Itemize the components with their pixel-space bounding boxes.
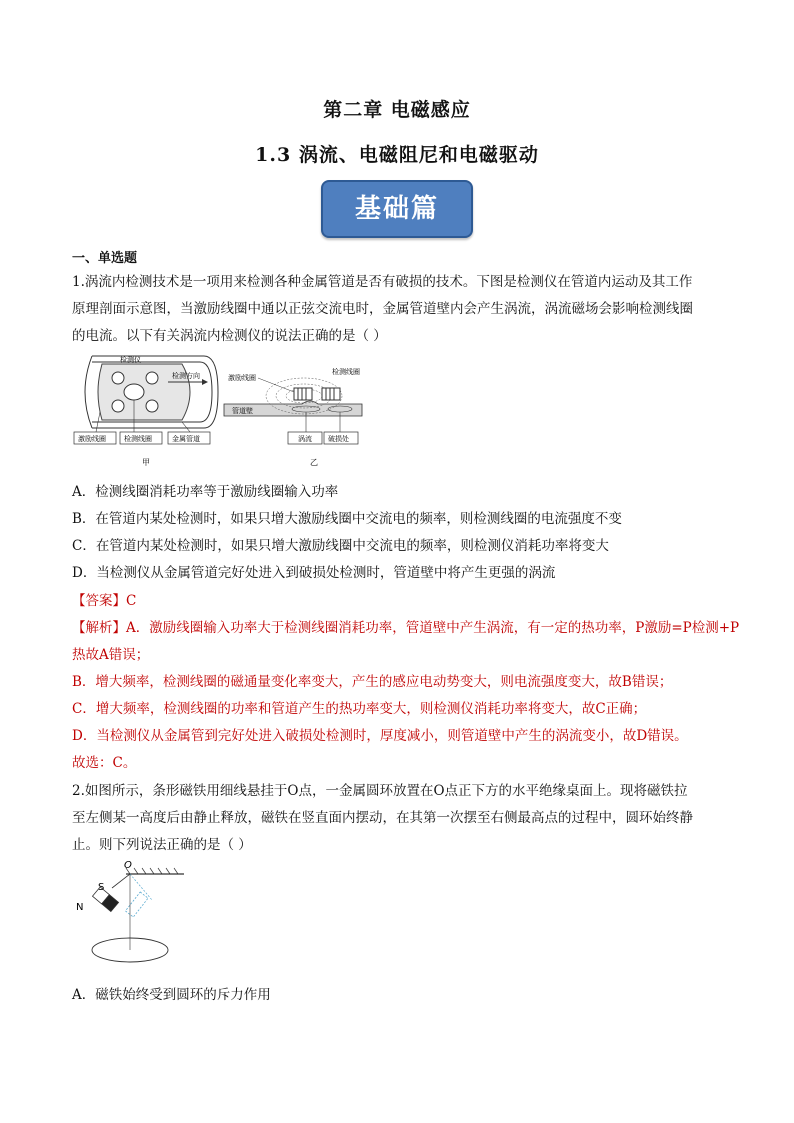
q1-analysis-line-1: 【解析】A．激励线圈输入功率大于检测线圈消耗功率，管道壁中产生涡流，有一定的热功率，P激励=P检测+P	[72, 620, 740, 636]
fig-label-s: S	[98, 882, 105, 893]
q1-answer: 【答案】C	[72, 593, 137, 609]
q1-stem-line-3: 的电流。以下有关涡流内检测仪的说法正确的是（ ）	[72, 328, 387, 344]
fig-label-jiancefangxiang: 检测方向	[172, 372, 200, 380]
q1-option-d: D．当检测仪从金属管道完好处进入到破损处检测时，管道壁中将产生更强的涡流	[72, 565, 556, 581]
fig-label-o: O	[124, 860, 132, 871]
chapter-title: 第二章 电磁感应	[323, 99, 471, 121]
q1-stem-line-1: 1.涡流内检测技术是一项用来检测各种金属管道是否有破损的技术。下图是检测仪在管道内运动及其工作	[72, 274, 693, 290]
fig-label-jiliquanxian: 激励线圈	[78, 435, 106, 443]
section-title: 1.3 涡流、电磁阻尼和电磁驱动	[255, 144, 539, 166]
fig-label-yi-posunchu: 破损处	[328, 435, 349, 443]
q1-figure-jia	[72, 352, 224, 470]
fig-caption-jia: 甲	[142, 458, 150, 467]
level-badge: 基础篇	[321, 180, 473, 238]
fig-label-yi-wolui: 涡流	[298, 435, 312, 443]
fig-caption-yi: 乙	[310, 458, 318, 467]
q1-analysis-line-5: D．当检测仪从金属管到完好处进入破损处检测时，厚度减小，则管道壁中产生的涡流变小，故D错误。	[72, 728, 688, 744]
q1-stem-line-2: 原理剖面示意图，当激励线圈中通以正弦交流电时，金属管道壁内会产生涡流，涡流磁场会影响检测线圈	[72, 301, 693, 317]
q1-analysis-line-4: C．增大频率，检测线圈的功率和管道产生的热功率变大，则检测仪消耗功率将变大，故C正确；	[72, 701, 647, 717]
q1-analysis-line-2: 热故A错误；	[72, 647, 150, 663]
q2-stem-line-3: 止。则下列说法正确的是（ ）	[72, 837, 252, 853]
fig-label-yi-guandaobi: 管道壁	[232, 407, 253, 415]
q1-analysis-line-6: 故选：C。	[72, 755, 137, 771]
q1-option-a: A．检测线圈消耗功率等于激励线圈输入功率	[72, 484, 339, 500]
fig-label-jiancheyi: 检测仪	[120, 356, 141, 364]
fig-label-n: N	[76, 902, 84, 913]
q1-analysis-line-3: B．增大频率，检测线圈的磁通量变化率变大，产生的感应电动势变大，则电流强度变大，故B错误；	[72, 674, 673, 690]
fig-label-yi-jiance: 检测线圈	[332, 368, 360, 376]
q1-option-c: C．在管道内某处检测时，如果只增大激励线圈中交流电的频率，则检测仪消耗功率将变大	[72, 538, 609, 554]
q2-stem-line-1: 2.如图所示，条形磁铁用细线悬挂于O点，一金属圆环放置在O点正下方的水平绝缘桌面上。现将磁铁拉	[72, 783, 688, 799]
fig-label-jinshuguandao: 金属管道	[172, 435, 200, 443]
fig-label-jiancequanxian: 检测线圈	[124, 435, 152, 443]
q2-figure-pendulum	[74, 858, 194, 968]
q2-option-a: A．磁铁始终受到圆环的斥力作用	[72, 987, 271, 1003]
section-heading: 一、单选题	[72, 251, 138, 266]
q1-option-b: B．在管道内某处检测时，如果只增大激励线圈中交流电的频率，则检测线圈的电流强度不变	[72, 511, 622, 527]
q1-figure-yi	[222, 352, 364, 470]
q2-stem-line-2: 至左侧某一高度后由静止释放，磁铁在竖直面内摆动，在其第一次摆至右侧最高点的过程中，圆环始终静	[72, 810, 693, 826]
fig-label-yi-jili: 激励线圈	[228, 374, 256, 382]
